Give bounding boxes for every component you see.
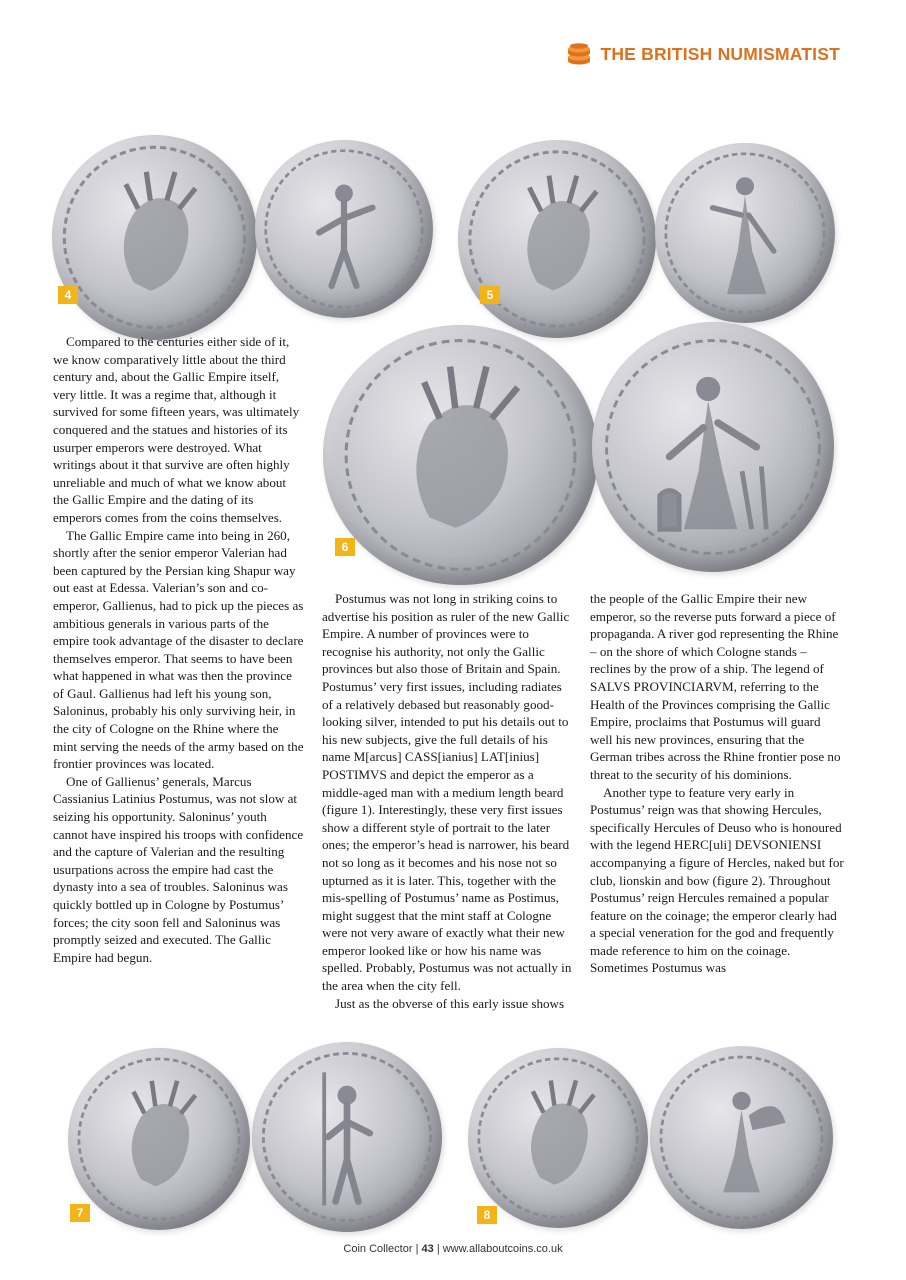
paragraph: Compared to the centuries either side of it, we know comparatively little about the third century and, about the Gallic Empire itself, very little. It was a regime that, although it survived for some fifteen years, was ultimately conquered and the statues and histories of its usurper emperors were destroyed. What writings about it that survive are often highly unreliable and much of what we know about the Gallic Empire and the dating of its emperors comes from the coins themselves. [53,334,300,525]
paragraph: One of Gallienus’ generals, Marcus Cassianius Latinius Postumus, was not slow at seizing his opportunity. Saloninus’ youth cannot have inspired his troops with confidence and the capture of Valerian and the resulting usurpations across the empire had cast the dynasty into a sea of troubles. Saloninus was quickly bottled up in Cologne by Postumus’ forces; the city soon fell and Saloninus was promptly seized and executed. The Gallic Empire had begun. [53,773,304,965]
emperor-portrait-icon [68,1048,250,1230]
coin-fig7-obverse [68,1048,250,1230]
coin-fig6-reverse [592,322,834,572]
figure-label-6: 6 [335,538,355,556]
winged-figure-icon [650,1046,833,1229]
section-title: THE BRITISH NUMISMATIST [600,43,840,64]
standing-figure-icon [255,140,433,318]
paragraph: Postumus was not long in striking coins to advertise his position as ruler of the new Gallic Empire. A number of provinces were to recognise his authority, not only the Gallic provinces but also those of Britain and Spain. Postumus’ very first issues, including radiates of a relatively debased but reasonably good-looking silver, intended to put his details out to his new subjects, give the full details of his name M[arcus] CASS[ianius] LAT[inius] POSTIMVS and depict the emperor as a middle-aged man with a medium length beard (figure 1). Interestingly, these very first issues show a different style of portrait to the later ones; the emperor’s head is narrower, his beard not so long as it becomes and his nose not so upturned as it is later. This, together with the mis-spelling of Postumus’ name as Postimus, might suggest that the mint staff at Cologne were not very aware of exactly what their new emperor looked like or how his name was spelled. Probably, Postumus was not actually in the area when the city fell. [322,591,572,994]
coin-fig7-reverse [252,1042,442,1232]
coin-fig5-obverse [458,140,656,338]
page-number: 43 [421,1243,434,1255]
publication-name: Coin Collector [343,1243,413,1255]
emperor-portrait-icon [458,140,656,338]
article-column-3 [590,590,845,977]
figure-label-7: 7 [70,1204,90,1222]
article-column-2 [322,590,574,1012]
coin-fig8-obverse [468,1048,648,1228]
coin-fig4-obverse [52,135,257,340]
footer-separator: | [415,1243,419,1255]
standing-figure-icon [655,143,835,323]
coin-fig8-reverse [650,1046,833,1229]
website-link[interactable]: www.allaboutcoins.co.uk [442,1243,563,1255]
coin-fig4-reverse [255,140,433,318]
figure-label-4: 4 [58,286,78,304]
standing-figure-icon [592,322,834,572]
coin-fig6-obverse [323,325,598,585]
paragraph: Another type to feature very early in Postumus’ reign was that showing Hercules, specifically Hercules of Deuso who is honoured with the legend HERC[uli] DEVSONIENSI accompanying a figure of Hercles, naked but for club, lionskin and bow (figure 2). Throughout Postumus’ reign Hercules remained a popular feature on the coinage; the emperor clearly had a special veneration for the god and frequently made reference to him on the coinage. Sometimes Postumus was [590,784,844,976]
figure-label-8: 8 [477,1206,497,1224]
standing-figure-icon [252,1042,442,1232]
magazine-header [566,42,840,66]
article-column-1 [53,333,305,966]
coin-fig5-reverse [655,143,835,323]
page-footer [0,1243,906,1255]
emperor-portrait-icon [323,325,598,585]
paragraph: Just as the obverse of this early issue shows [335,995,565,1011]
paragraph: the people of the Gallic Empire their new emperor, so the reverse puts forward a piece of propaganda. A river god representing the Rhine – on the shore of which Cologne stands – reclines by the prow of a ship. The legend of SALVS PROVINCIARVM, referring to the Health of the Provinces comprising the Gallic Empire, proclaims that Postumus will guard well his new provinces, ensuring that the German tribes across the Rhine frontier pose no threat to the security of his dominions. [590,591,841,782]
paragraph: The Gallic Empire came into being in 260, shortly after the senior emperor Valerian had been captured by the Persian king Shapur way out east at Edessa. Valerian’s son and co-emperor, Gallienus, had to pick up the pieces as ambitious generals in various parts of the empire took advantage of the disaster to declare themselves emperor. That seems to have been what happened in what was then the province of Gaul. Gallienus had left his young son, Saloninus, probably his only surviving heir, in the city of Cologne on the Rhine where the mint serving the needs of the army based on the frontier provinces was located. [53,527,304,772]
figure-label-5: 5 [480,286,500,304]
coin-stack-icon [566,42,592,66]
footer-separator: | [436,1243,440,1255]
emperor-portrait-icon [52,135,257,340]
emperor-portrait-icon [468,1048,648,1228]
